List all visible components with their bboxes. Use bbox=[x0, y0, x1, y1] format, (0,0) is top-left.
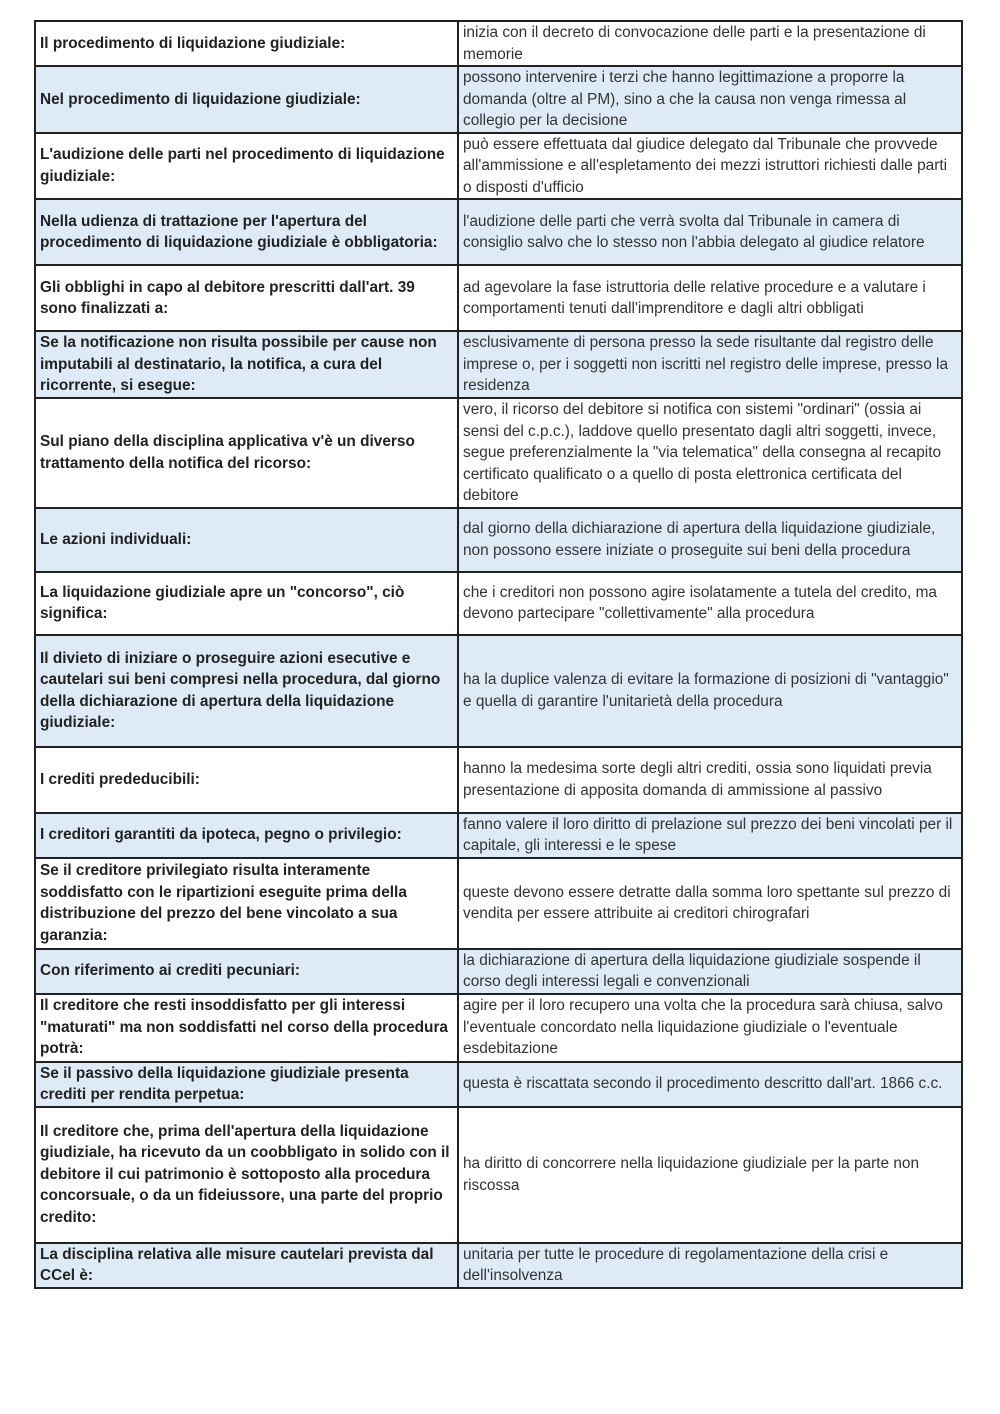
question-cell: La liquidazione giudiziale apre un "concorso", ciò significa: bbox=[35, 572, 458, 635]
answer-cell: unitaria per tutte le procedure di regolamentazione della crisi e dell'insolvenza bbox=[458, 1243, 962, 1288]
question-cell: Le azioni individuali: bbox=[35, 508, 458, 572]
answer-cell: ha diritto di concorrere nella liquidazione giudiziale per la parte non riscossa bbox=[458, 1107, 962, 1243]
answer-cell: questa è riscattata secondo il procedimento descritto dall'art. 1866 c.c. bbox=[458, 1062, 962, 1107]
table-row bbox=[35, 949, 962, 994]
table-row bbox=[35, 133, 962, 200]
table-row bbox=[35, 858, 962, 949]
question-cell: Gli obblighi in capo al debitore prescritti dall'art. 39 sono finalizzati a: bbox=[35, 265, 458, 331]
table-row bbox=[35, 635, 962, 747]
table-row bbox=[35, 1062, 962, 1107]
answer-cell: ad agevolare la fase istruttoria delle relative procedure e a valutare i comportamenti tenuti dall'imprenditore e dagli altri obbligati bbox=[458, 265, 962, 331]
answer-cell: che i creditori non possono agire isolatamente a tutela del credito, ma devono partecipare "collettivamente" alla procedura bbox=[458, 572, 962, 635]
table-row bbox=[35, 813, 962, 858]
table-row bbox=[35, 66, 962, 133]
question-cell: Il creditore che, prima dell'apertura della liquidazione giudiziale, ha ricevuto da un coobbligato in solido con il debitore il cui patrimonio è sottoposto alla procedura concorsuale, o da un fideiussore, una parte del proprio credito: bbox=[35, 1107, 458, 1243]
answer-cell: fanno valere il loro diritto di prelazione sul prezzo dei beni vincolati per il capitale, gli interessi e le spese bbox=[458, 813, 962, 858]
question-cell: Se il passivo della liquidazione giudiziale presenta crediti per rendita perpetua: bbox=[35, 1062, 458, 1107]
question-cell: Il creditore che resti insoddisfatto per gli interessi "maturati" ma non soddisfatti nel corso della procedura potrà: bbox=[35, 994, 458, 1062]
table-row bbox=[35, 508, 962, 572]
question-cell: Se il creditore privilegiato risulta interamente soddisfatto con le ripartizioni eseguite prima della distribuzione del prezzo del bene vincolato a sua garanzia: bbox=[35, 858, 458, 949]
answer-cell: l'audizione delle parti che verrà svolta dal Tribunale in camera di consiglio salvo che lo stesso non l'abbia delegato al giudice relatore bbox=[458, 199, 962, 265]
table-row bbox=[35, 572, 962, 635]
table-row bbox=[35, 331, 962, 398]
question-cell: I creditori garantiti da ipoteca, pegno o privilegio: bbox=[35, 813, 458, 858]
question-cell: Nella udienza di trattazione per l'apertura del procedimento di liquidazione giudiziale è obbligatoria: bbox=[35, 199, 458, 265]
answer-cell: ha la duplice valenza di evitare la formazione di posizioni di "vantaggio" e quella di garantire l'unitarietà della procedura bbox=[458, 635, 962, 747]
table-row bbox=[35, 398, 962, 508]
question-cell: Sul piano della disciplina applicativa v'è un diverso trattamento della notifica del ricorso: bbox=[35, 398, 458, 508]
question-cell: Se la notificazione non risulta possibile per cause non imputabili al destinatario, la notifica, a cura del ricorrente, si esegue: bbox=[35, 331, 458, 398]
answer-cell: vero, il ricorso del debitore si notifica con sistemi "ordinari" (ossia ai sensi del c.p.c.), laddove quello presentato dagli altri soggetti, invece, segue preferenzialmente la "via telematica" della consegna al recapito certificato qualificato o a quello di posta elettronica certificata del debitore bbox=[458, 398, 962, 508]
question-cell: Nel procedimento di liquidazione giudiziale: bbox=[35, 66, 458, 133]
answer-cell: hanno la medesima sorte degli altri crediti, ossia sono liquidati previa presentazione di apposita domanda di ammissione al passivo bbox=[458, 747, 962, 813]
answer-cell: dal giorno della dichiarazione di apertura della liquidazione giudiziale, non possono essere iniziate o proseguite sui beni della procedura bbox=[458, 508, 962, 572]
question-cell: L'audizione delle parti nel procedimento di liquidazione giudiziale: bbox=[35, 133, 458, 200]
question-cell: Con riferimento ai crediti pecuniari: bbox=[35, 949, 458, 994]
answer-cell: inizia con il decreto di convocazione delle parti e la presentazione di memorie bbox=[458, 21, 962, 66]
answer-cell: esclusivamente di persona presso la sede risultante dal registro delle imprese o, per i soggetti non iscritti nel registro delle imprese, presso la residenza bbox=[458, 331, 962, 398]
table-row bbox=[35, 747, 962, 813]
answer-cell: può essere effettuata dal giudice delegato dal Tribunale che provvede all'ammissione e all'espletamento dei mezzi istruttori richiesti dalle parti o disposti d'ufficio bbox=[458, 133, 962, 200]
answer-cell: queste devono essere detratte dalla somma loro spettante sul prezzo di vendita per essere attribuite ai creditori chirografari bbox=[458, 858, 962, 949]
answer-cell: la dichiarazione di apertura della liquidazione giudiziale sospende il corso degli interessi legali e convenzionali bbox=[458, 949, 962, 994]
question-cell: Il procedimento di liquidazione giudiziale: bbox=[35, 21, 458, 66]
table-row bbox=[35, 1243, 962, 1288]
table-row bbox=[35, 1107, 962, 1243]
table-row bbox=[35, 994, 962, 1062]
question-cell: Il divieto di iniziare o proseguire azioni esecutive e cautelari sui beni compresi nella procedura, dal giorno della dichiarazione di apertura della liquidazione giudiziale: bbox=[35, 635, 458, 747]
question-cell: La disciplina relativa alle misure cautelari prevista dal CCel è: bbox=[35, 1243, 458, 1288]
table-row bbox=[35, 21, 962, 66]
answer-cell: agire per il loro recupero una volta che la procedura sarà chiusa, salvo l'eventuale concordato nella liquidazione giudiziale o l'eventuale esdebitazione bbox=[458, 994, 962, 1062]
answer-cell: possono intervenire i terzi che hanno legittimazione a proporre la domanda (oltre al PM), sino a che la causa non venga rimessa al collegio per la decisione bbox=[458, 66, 962, 133]
qa-table bbox=[34, 20, 963, 1289]
table-row bbox=[35, 199, 962, 265]
table-row bbox=[35, 265, 962, 331]
question-cell: I crediti prededucibili: bbox=[35, 747, 458, 813]
